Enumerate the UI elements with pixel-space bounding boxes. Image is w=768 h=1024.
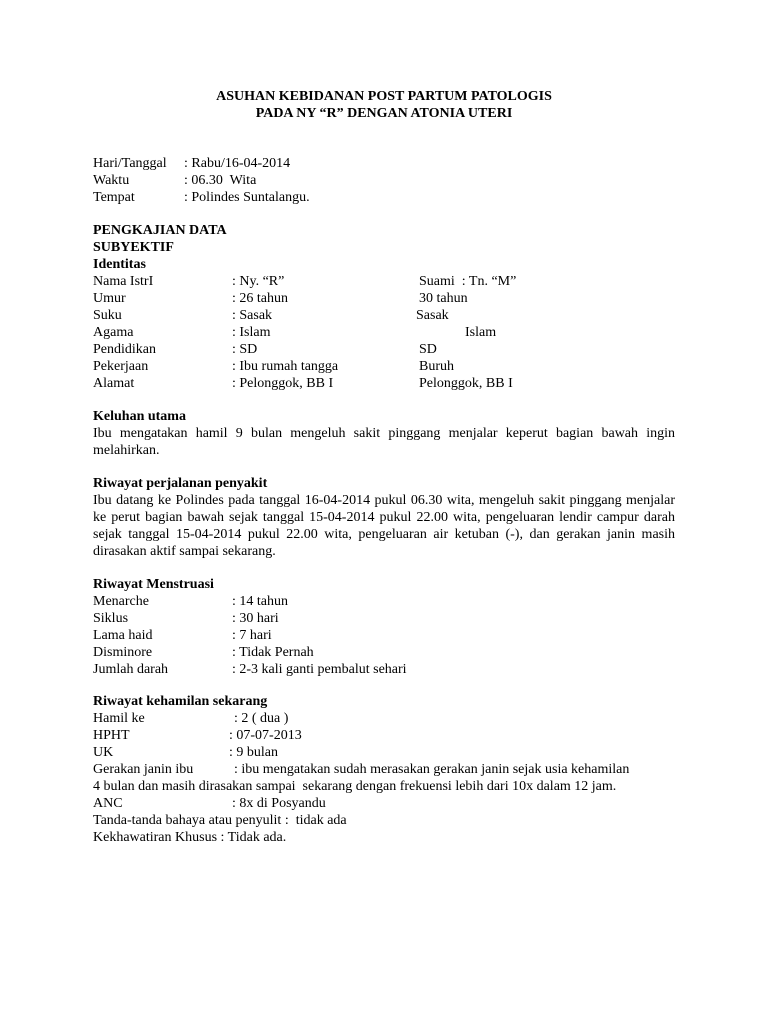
riwayat-penyakit-text: Ibu datang ke Polindes pada tanggal 16-04-2014 pukul 06.30 wita, mengeluh sakit pinggang menjalar ke perut bagian bawah sejak tanggal 15-04-2014 pukul 22.00 wita, pengeluaran lendir campur darah sejak tanggal 15-04-2014 pukul 22.00 wita, pengeluaran air ketuban (-), dan gerakan janin masih dirasakan aktif sampai sekarang. [93, 493, 675, 559]
hpht-value: : 07-07-2013 [229, 728, 302, 743]
heading-keluhan: Keluhan utama [93, 409, 186, 424]
identitas-istri: : 26 tahun [232, 291, 288, 306]
identitas-label: Suku [93, 308, 122, 323]
anc-label: ANC [93, 796, 123, 811]
waktu-label: Waktu [93, 173, 130, 188]
document-title-line1: ASUHAN KEBIDANAN POST PARTUM PATOLOGIS [216, 89, 552, 104]
menstruasi-value: : 2-3 kali ganti pembalut sehari [232, 662, 407, 677]
identitas-label: Nama IstrI [93, 274, 154, 289]
heading-riwayat-penyakit: Riwayat perjalanan penyakit [93, 476, 268, 491]
tempat-label: Tempat [93, 190, 135, 205]
hari-value: : Rabu/16-04-2014 [184, 156, 291, 171]
hamil-ke-label: Hamil ke [93, 711, 145, 726]
tanda-bahaya: Tanda-tanda bahaya atau penyulit : tidak ada [93, 813, 347, 828]
identitas-label: Umur [93, 291, 126, 306]
identitas-istri: : Pelonggok, BB I [232, 376, 334, 391]
keluhan-text: Ibu mengatakan hamil 9 bulan mengeluh sakit pinggang menjalar keperut bagian bawah ingin melahirkan. [93, 426, 675, 458]
hpht-label: HPHT [93, 728, 130, 743]
uk-label: UK [93, 745, 114, 760]
menstruasi-value: : 14 tahun [232, 594, 288, 609]
menstruasi-value: : 30 hari [232, 611, 279, 626]
menstruasi-label: Menarche [93, 594, 149, 609]
menstruasi-label: Disminore [93, 645, 153, 660]
menstruasi-value: : Tidak Pernah [232, 645, 314, 660]
heading-pengkajian: PENGKAJIAN DATA [93, 223, 227, 238]
identitas-istri: : Ibu rumah tangga [232, 359, 339, 374]
gerakan-value: : ibu mengatakan sudah merasakan gerakan janin sejak usia kehamilan [234, 762, 630, 777]
hari-label: Hari/Tanggal [93, 156, 167, 171]
menstruasi-label: Siklus [93, 611, 129, 626]
identitas-suami: SD [419, 342, 437, 357]
identitas-suami: Sasak [416, 308, 449, 323]
identitas-suami: 30 tahun [419, 291, 468, 306]
menstruasi-label: Jumlah darah [93, 662, 169, 677]
heading-subyektif: SUBYEKTIF [93, 240, 174, 255]
anc-value: : 8x di Posyandu [232, 796, 326, 811]
heading-identitas: Identitas [93, 257, 146, 272]
identitas-label: Agama [93, 325, 134, 340]
waktu-value: : 06.30 Wita [184, 173, 257, 188]
document-title-line2: PADA NY “R” DENGAN ATONIA UTERI [255, 106, 513, 121]
identitas-suami: Suami : Tn. “M” [419, 274, 517, 289]
tempat-value: : Polindes Suntalangu. [184, 190, 310, 205]
gerakan-label: Gerakan janin ibu [93, 762, 194, 777]
identitas-label: Pendidikan [93, 342, 156, 357]
identitas-istri: : SD [232, 342, 258, 357]
identitas-label: Alamat [93, 376, 135, 391]
gerakan-continuation: 4 bulan dan masih dirasakan sampai sekarang dengan frekuensi lebih dari 10x dalam 12 jam. [93, 779, 617, 794]
identitas-istri: : Islam [232, 325, 271, 340]
identitas-istri: : Sasak [232, 308, 273, 323]
menstruasi-value: : 7 hari [232, 628, 272, 643]
menstruasi-label: Lama haid [93, 628, 153, 643]
identitas-suami: Islam [465, 325, 497, 340]
identitas-suami: Buruh [419, 359, 454, 374]
identitas-suami: Pelonggok, BB I [419, 376, 513, 391]
identitas-istri: : Ny. “R” [232, 274, 285, 289]
uk-value: : 9 bulan [229, 745, 278, 760]
heading-kehamilan: Riwayat kehamilan sekarang [93, 694, 268, 709]
hamil-ke-value: : 2 ( dua ) [234, 711, 289, 726]
identitas-label: Pekerjaan [93, 359, 149, 374]
kekhawatiran-khusus: Kekhawatiran Khusus : Tidak ada. [93, 830, 287, 845]
heading-menstruasi: Riwayat Menstruasi [93, 577, 214, 592]
